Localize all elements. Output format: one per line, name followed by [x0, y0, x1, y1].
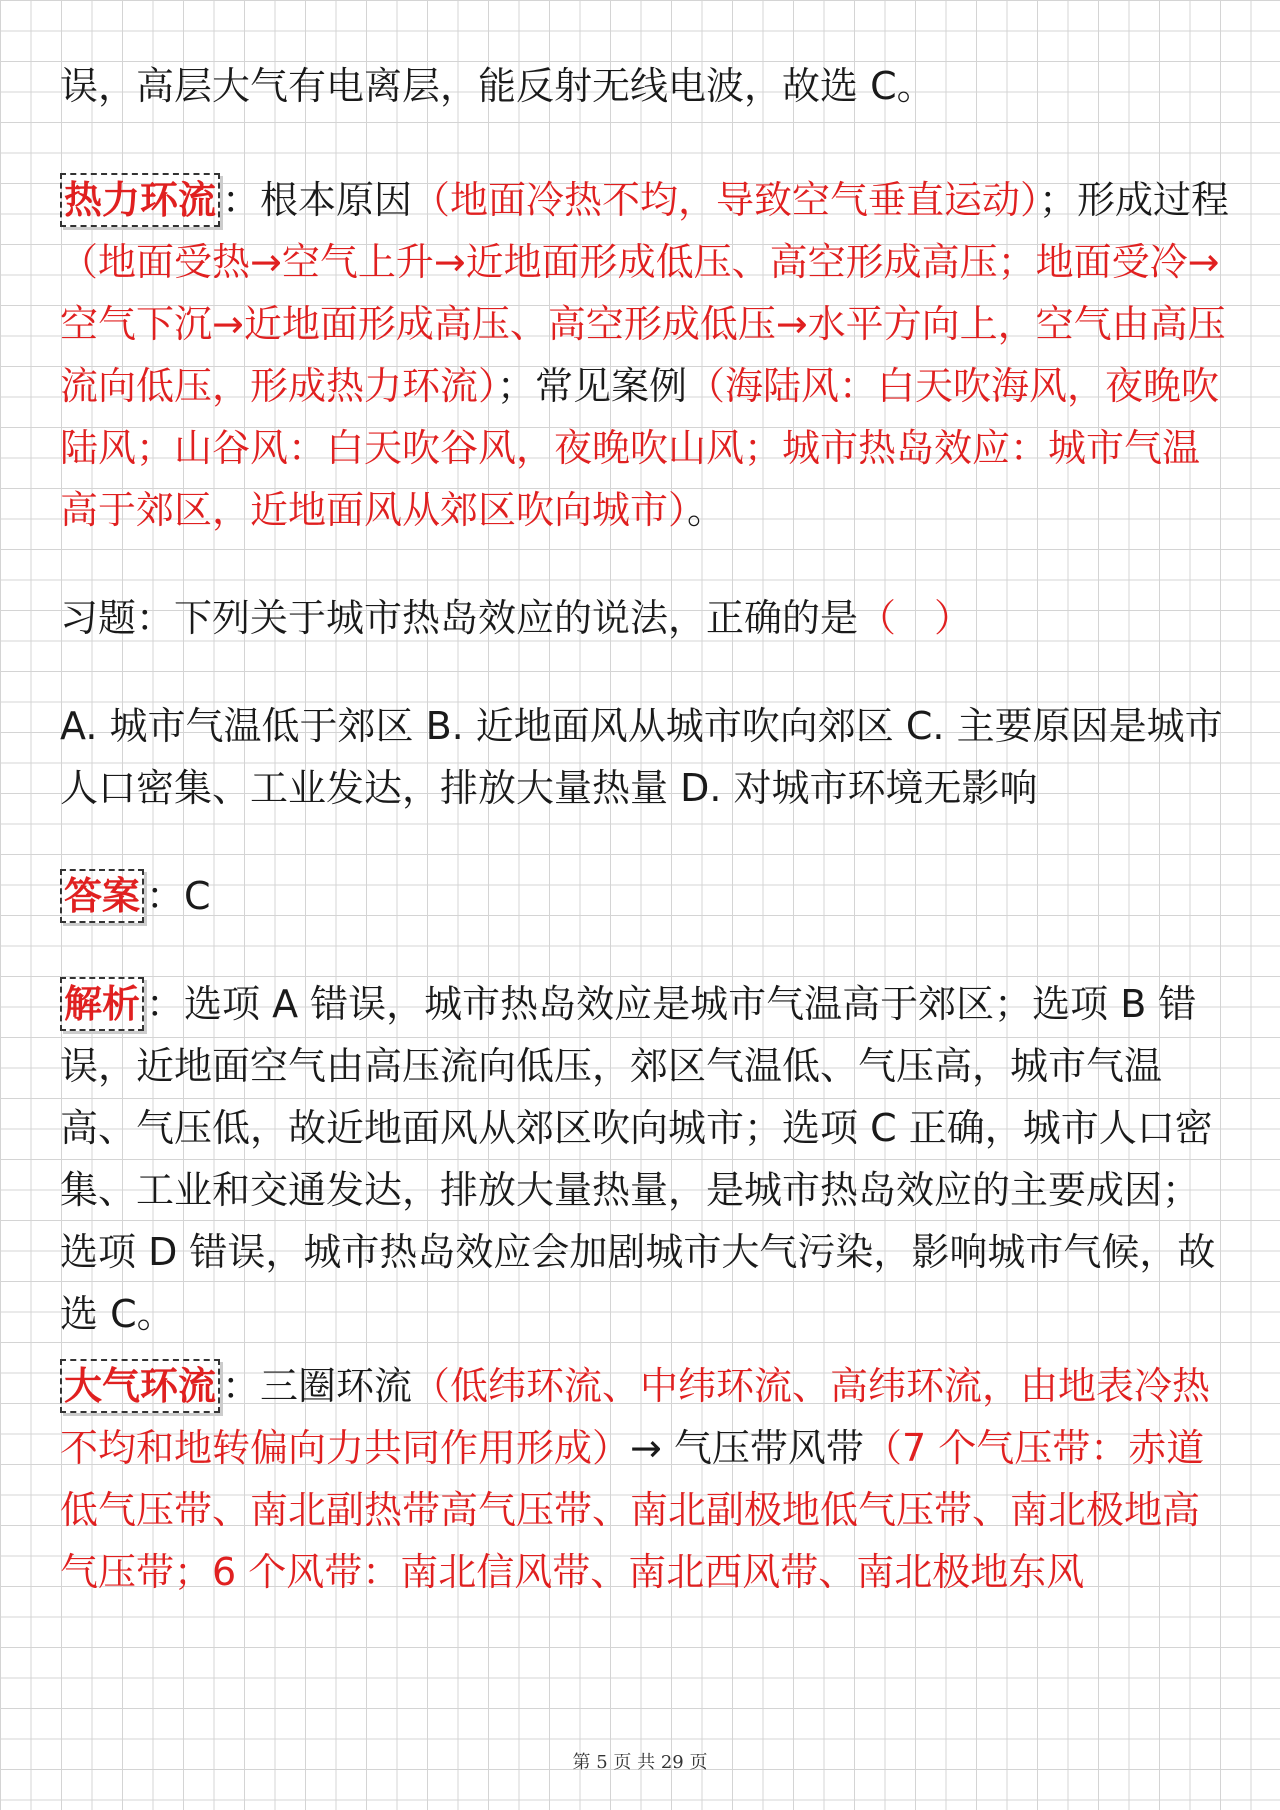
document-page [60, 55, 1230, 1603]
tag-answer: 答案 [60, 869, 144, 923]
paragraph-thermal-circulation: 热力环流 ：根本原因（地面冷热不均，导致空气垂直运动）；形成过程（地面受热→空气上升→近地面形成低压、高空形成高压；地面受冷→空气下沉→近地面形成高压、高空形成低压→水平方向上，空气由高压流向低压，形成热力环流）；常见案例（海陆风：白天吹海风，夜晚吹陆风；山谷风：白天吹谷风，夜晚吹山风；城市热岛效应：城市气温高于郊区，近地面风从郊区吹向城市）。 [60, 169, 1230, 541]
paragraph-analysis: 解析 ：选项 A 错误，城市热岛效应是城市气温高于郊区；选项 B 错误，近地面空气由高压流向低压，郊区气温低、气压高，城市气温高、气压低，故近地面风从郊区吹向城市；选项 C 正确，城市人口密集、工业和交通发达，排放大量热量，是城市热岛效应的主要成因；选项 D 错误，城市热岛效应会加剧城市大气污染，影响城市气候，故选 C。 [60, 973, 1230, 1345]
paragraph-exercise-question: 习题：下列关于城市热岛效应的说法，正确的是（ ） [60, 596, 973, 640]
tag-atmospheric-circulation: 大气环流 [60, 1359, 220, 1413]
paragraph-previous-answer: 误，高层大气有电离层，能反射无线电波，故选 C。 [60, 64, 935, 108]
paragraph-answer: 答案 ：C [60, 865, 1230, 927]
paragraph-atmospheric-circulation: 大气环流 ：三圈环流（低纬环流、中纬环流、高纬环流，由地表冷热不均和地转偏向力共同作用形成）→ 气压带风带（7 个气压带：赤道低气压带、南北副热带高气压带、南北副极地低气压带、南北极地高气压带；6 个风带：南北信风带、南北西风带、南北极地东风 [60, 1355, 1230, 1603]
answer-blank: （ ） [858, 596, 973, 640]
tag-thermal-circulation: 热力环流 [60, 173, 220, 227]
tag-analysis: 解析 [60, 977, 144, 1031]
paragraph-exercise-options: A. 城市气温低于郊区 B. 近地面风从城市吹向郊区 C. 主要原因是城市人口密集、工业发达，排放大量热量 D. 对城市环境无影响 [60, 704, 1223, 810]
page-number-footer: 第 5 页 共 29 页 [572, 1752, 708, 1773]
